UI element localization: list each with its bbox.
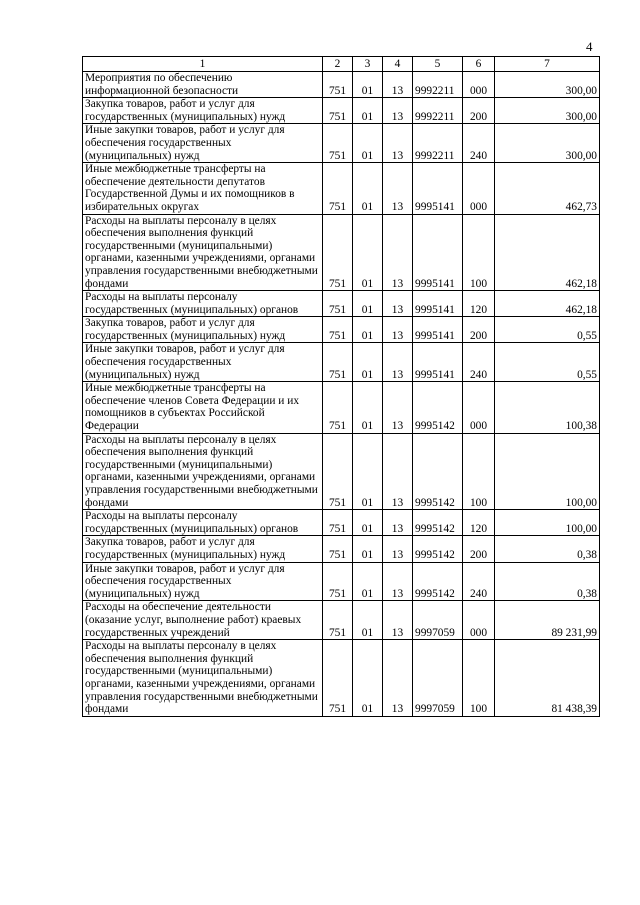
expense-type-cell: 000 bbox=[463, 382, 495, 433]
expense-type-cell: 000 bbox=[463, 601, 495, 640]
expense-name-cell: Закупка товаров, работ и услуг для государственных (муниципальных) нужд bbox=[83, 98, 323, 124]
amount-cell: 89 231,99 bbox=[495, 601, 600, 640]
expense-name-cell: Расходы на обеспечение деятельности (оказание услуг, выполнение работ) краевых государственных учреждений bbox=[83, 601, 323, 640]
ministry-code-cell: 751 bbox=[323, 562, 353, 601]
section-code-cell: 01 bbox=[353, 536, 383, 562]
expense-name-cell: Расходы на выплаты персоналу государственных (муниципальных) органов bbox=[83, 291, 323, 317]
table-row bbox=[83, 317, 600, 343]
target-article-cell: 9992211 bbox=[413, 72, 463, 98]
ministry-code-cell: 751 bbox=[323, 343, 353, 382]
amount-cell: 0,38 bbox=[495, 536, 600, 562]
table-row bbox=[83, 433, 600, 510]
expense-type-cell: 100 bbox=[463, 640, 495, 717]
subsection-code-cell: 13 bbox=[383, 433, 413, 510]
target-article-cell: 9995142 bbox=[413, 433, 463, 510]
section-code-cell: 01 bbox=[353, 98, 383, 124]
subsection-code-cell: 13 bbox=[383, 124, 413, 163]
target-article-cell: 9997059 bbox=[413, 601, 463, 640]
expense-name-cell: Расходы на выплаты персоналу государственных (муниципальных) органов bbox=[83, 510, 323, 536]
section-code-cell: 01 bbox=[353, 317, 383, 343]
section-code-cell: 01 bbox=[353, 562, 383, 601]
subsection-code-cell: 13 bbox=[383, 163, 413, 214]
expense-name-cell: Иные закупки товаров, работ и услуг для обеспечения государственных (муниципальных) нужд bbox=[83, 124, 323, 163]
header-col-7: 7 bbox=[495, 57, 600, 72]
subsection-code-cell: 13 bbox=[383, 317, 413, 343]
section-code-cell: 01 bbox=[353, 214, 383, 291]
ministry-code-cell: 751 bbox=[323, 291, 353, 317]
table-row bbox=[83, 562, 600, 601]
amount-cell: 300,00 bbox=[495, 98, 600, 124]
table-row bbox=[83, 98, 600, 124]
expense-name-cell: Иные межбюджетные трансферты на обеспечение членов Совета Федерации и их помощников в субъектах Российской Федерации bbox=[83, 382, 323, 433]
expense-name-cell: Расходы на выплаты персоналу в целях обеспечения выполнения функций государственными (муниципальными) органами, казенными учреждениями, органами управления государственными внебюджетными фондами bbox=[83, 214, 323, 291]
target-article-cell: 9995141 bbox=[413, 163, 463, 214]
expense-type-cell: 120 bbox=[463, 291, 495, 317]
section-code-cell: 01 bbox=[353, 640, 383, 717]
section-code-cell: 01 bbox=[353, 433, 383, 510]
amount-cell: 300,00 bbox=[495, 124, 600, 163]
table-row bbox=[83, 640, 600, 717]
amount-cell: 0,38 bbox=[495, 562, 600, 601]
subsection-code-cell: 13 bbox=[383, 214, 413, 291]
amount-cell: 100,00 bbox=[495, 510, 600, 536]
table-row bbox=[83, 343, 600, 382]
table-row bbox=[83, 510, 600, 536]
section-code-cell: 01 bbox=[353, 163, 383, 214]
subsection-code-cell: 13 bbox=[383, 601, 413, 640]
target-article-cell: 9995141 bbox=[413, 343, 463, 382]
target-article-cell: 9995141 bbox=[413, 317, 463, 343]
expense-name-cell: Расходы на выплаты персоналу в целях обеспечения выполнения функций государственными (муниципальными) органами, казенными учреждениями, органами управления государственными внебюджетными фондами bbox=[83, 433, 323, 510]
amount-cell: 81 438,39 bbox=[495, 640, 600, 717]
ministry-code-cell: 751 bbox=[323, 317, 353, 343]
section-code-cell: 01 bbox=[353, 124, 383, 163]
ministry-code-cell: 751 bbox=[323, 536, 353, 562]
ministry-code-cell: 751 bbox=[323, 510, 353, 536]
section-code-cell: 01 bbox=[353, 291, 383, 317]
budget-table bbox=[82, 56, 600, 717]
target-article-cell: 9992211 bbox=[413, 98, 463, 124]
target-article-cell: 9995142 bbox=[413, 510, 463, 536]
expense-name-cell: Закупка товаров, работ и услуг для государственных (муниципальных) нужд bbox=[83, 536, 323, 562]
ministry-code-cell: 751 bbox=[323, 382, 353, 433]
expense-name-cell: Мероприятия по обеспечению информационной безопасности bbox=[83, 72, 323, 98]
target-article-cell: 9995141 bbox=[413, 291, 463, 317]
header-col-2: 2 bbox=[323, 57, 353, 72]
amount-cell: 0,55 bbox=[495, 343, 600, 382]
expense-type-cell: 100 bbox=[463, 433, 495, 510]
amount-cell: 0,55 bbox=[495, 317, 600, 343]
section-code-cell: 01 bbox=[353, 510, 383, 536]
ministry-code-cell: 751 bbox=[323, 601, 353, 640]
section-code-cell: 01 bbox=[353, 601, 383, 640]
expense-name-cell: Закупка товаров, работ и услуг для государственных (муниципальных) нужд bbox=[83, 317, 323, 343]
ministry-code-cell: 751 bbox=[323, 72, 353, 98]
subsection-code-cell: 13 bbox=[383, 291, 413, 317]
target-article-cell: 9995142 bbox=[413, 536, 463, 562]
table-body bbox=[83, 72, 600, 717]
expense-type-cell: 120 bbox=[463, 510, 495, 536]
amount-cell: 462,18 bbox=[495, 214, 600, 291]
ministry-code-cell: 751 bbox=[323, 640, 353, 717]
subsection-code-cell: 13 bbox=[383, 536, 413, 562]
target-article-cell: 9995142 bbox=[413, 562, 463, 601]
expense-type-cell: 240 bbox=[463, 343, 495, 382]
header-col-3: 3 bbox=[353, 57, 383, 72]
amount-cell: 300,00 bbox=[495, 72, 600, 98]
target-article-cell: 9992211 bbox=[413, 124, 463, 163]
table-row bbox=[83, 72, 600, 98]
ministry-code-cell: 751 bbox=[323, 98, 353, 124]
subsection-code-cell: 13 bbox=[383, 640, 413, 717]
header-col-5: 5 bbox=[413, 57, 463, 72]
subsection-code-cell: 13 bbox=[383, 382, 413, 433]
table-row bbox=[83, 214, 600, 291]
subsection-code-cell: 13 bbox=[383, 98, 413, 124]
ministry-code-cell: 751 bbox=[323, 214, 353, 291]
expense-type-cell: 000 bbox=[463, 163, 495, 214]
expense-name-cell: Расходы на выплаты персоналу в целях обеспечения выполнения функций государственными (муниципальными) органами, казенными учреждениями, органами управления государственными внебюджетными фондами bbox=[83, 640, 323, 717]
expense-type-cell: 000 bbox=[463, 72, 495, 98]
expense-type-cell: 240 bbox=[463, 562, 495, 601]
table-row bbox=[83, 536, 600, 562]
section-code-cell: 01 bbox=[353, 382, 383, 433]
header-col-1: 1 bbox=[83, 57, 323, 72]
expense-type-cell: 200 bbox=[463, 98, 495, 124]
table-row bbox=[83, 601, 600, 640]
amount-cell: 462,18 bbox=[495, 291, 600, 317]
subsection-code-cell: 13 bbox=[383, 562, 413, 601]
amount-cell: 100,38 bbox=[495, 382, 600, 433]
expense-name-cell: Иные межбюджетные трансферты на обеспечение деятельности депутатов Государственной Думы и их помощников в избирательных округах bbox=[83, 163, 323, 214]
section-code-cell: 01 bbox=[353, 72, 383, 98]
table-row bbox=[83, 124, 600, 163]
expense-type-cell: 240 bbox=[463, 124, 495, 163]
target-article-cell: 9997059 bbox=[413, 640, 463, 717]
expense-name-cell: Иные закупки товаров, работ и услуг для обеспечения государственных (муниципальных) нужд bbox=[83, 343, 323, 382]
amount-cell: 462,73 bbox=[495, 163, 600, 214]
page-number: 4 bbox=[586, 39, 593, 54]
ministry-code-cell: 751 bbox=[323, 433, 353, 510]
ministry-code-cell: 751 bbox=[323, 163, 353, 214]
section-code-cell: 01 bbox=[353, 343, 383, 382]
expense-type-cell: 100 bbox=[463, 214, 495, 291]
amount-cell: 100,00 bbox=[495, 433, 600, 510]
header-row bbox=[83, 57, 600, 72]
header-col-4: 4 bbox=[383, 57, 413, 72]
expense-type-cell: 200 bbox=[463, 536, 495, 562]
expense-name-cell: Иные закупки товаров, работ и услуг для обеспечения государственных (муниципальных) нужд bbox=[83, 562, 323, 601]
header-col-6: 6 bbox=[463, 57, 495, 72]
expense-type-cell: 200 bbox=[463, 317, 495, 343]
table-row bbox=[83, 163, 600, 214]
table-row bbox=[83, 291, 600, 317]
subsection-code-cell: 13 bbox=[383, 72, 413, 98]
subsection-code-cell: 13 bbox=[383, 343, 413, 382]
ministry-code-cell: 751 bbox=[323, 124, 353, 163]
target-article-cell: 9995141 bbox=[413, 214, 463, 291]
subsection-code-cell: 13 bbox=[383, 510, 413, 536]
target-article-cell: 9995142 bbox=[413, 382, 463, 433]
table-row bbox=[83, 382, 600, 433]
